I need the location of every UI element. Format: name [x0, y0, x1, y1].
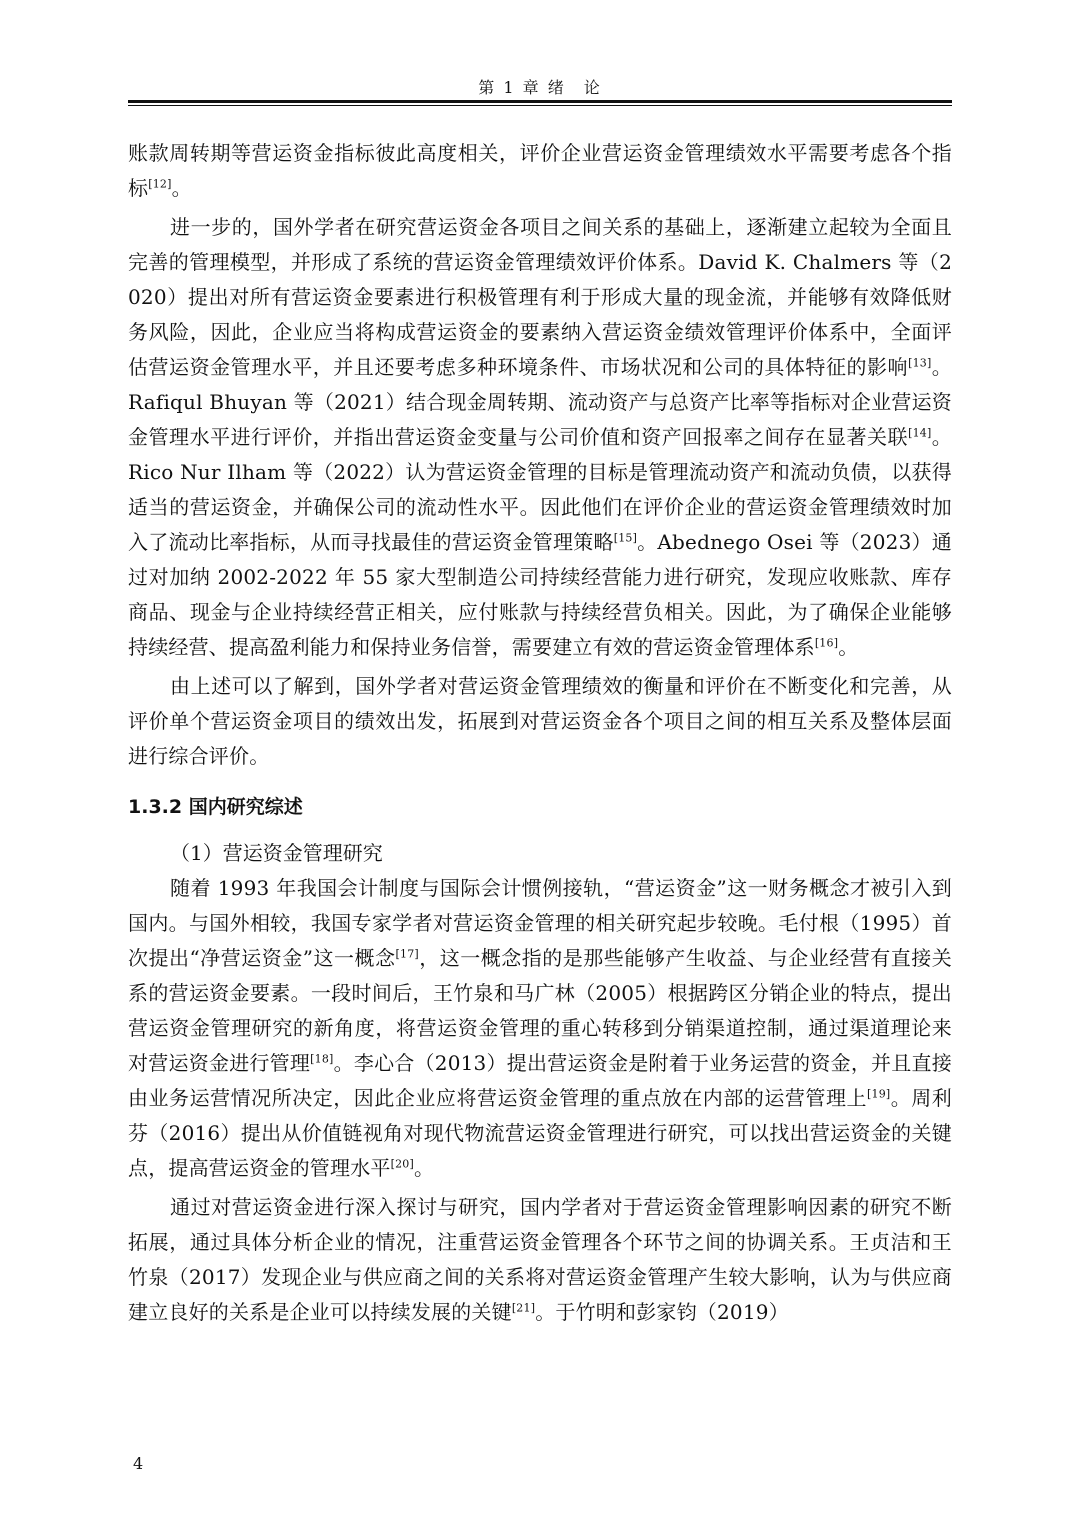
paragraph-text: 。李心合（2013）提出营运资金是附着于业务运营的资金，并且直接由业务运营情况所决定，因此企业应将营运资金管理的重点放在内部的运营管理上	[128, 1051, 952, 1110]
paragraph-text: 。	[838, 635, 859, 659]
citation-reference: [14]	[908, 426, 932, 440]
header-rule-thick	[128, 100, 952, 103]
citation-reference: [16]	[814, 636, 839, 650]
paragraph-text: 。周利芬（2016）提出从价值链视角对现代物流营运资金管理进行研究，可以找出营运资金的关键点，提高营运资金的管理水平	[128, 1086, 952, 1180]
paragraph-text: 通过对营运资金进行深入探讨与研究，国内学者对于营运资金管理影响因素的研究不断拓展，通过具体分析企业的情况，注重营运资金管理各个环节之间的协调关系。王贞洁和王竹泉（2017）发现企业与供应商之间的关系将对营运资金管理产生较大影响，认为与供应商建立良好的关系是企业可以持续发展的关键	[128, 1195, 952, 1324]
section-heading: 1.3.2 国内研究综述	[128, 796, 303, 818]
paragraph-text: 。	[414, 1156, 435, 1180]
citation-reference: [18]	[310, 1052, 334, 1066]
page-number: 4	[133, 1454, 144, 1473]
paragraph-text: 进一步的，国外学者在研究营运资金各项目之间关系的基础上，逐渐建立起较为全面且完善的管理模型，并形成了系统的营运资金管理绩效评价体系。David K. Chalmers 等（2020）提出对所有营运资金要素进行积极管理有利于形成大量的现金流，并能够有效降低财务风险，因此，企业应当将构成营运资金的要素纳入营运资金绩效管理评价体系中，全面评估营运资金管理水平，并且还要考虑多种环境条件、市场状况和公司的具体特征的影响	[128, 215, 952, 379]
paragraph-text: 。	[171, 176, 192, 200]
page-body	[128, 136, 952, 1330]
paragraph-influencing-factors	[128, 1190, 952, 1330]
header-rule-thin	[128, 105, 952, 106]
paragraph-text: 账款周转期等营运资金指标彼此高度相关，评价企业营运资金管理绩效水平需要考虑各个指标	[128, 141, 952, 200]
paragraph-foreign-models	[128, 210, 952, 665]
paragraph-foreign-summary	[128, 669, 952, 774]
citation-reference: [21]	[511, 1301, 536, 1315]
paragraph-text: 。于竹明和彭家钧（2019）	[535, 1300, 789, 1324]
citation-reference: [15]	[613, 531, 638, 545]
paragraph-continuation	[128, 136, 952, 206]
paragraph-domestic-research	[128, 871, 952, 1186]
paragraph-text: 。Rafiqul Bhuyan 等（2021）结合现金周转期、流动资产与总资产比率等指标对企业营运资金管理水平进行评价，并指出营运资金变量与公司价值和资产回报率之间存在显著关联	[128, 355, 952, 449]
citation-reference: [17]	[395, 947, 419, 961]
paragraph-text: 。Abednego Osei 等（2023）通过对加纳 2002-2022 年 55 家大型制造公司持续经营能力进行研究，发现应收账款、库存商品、现金与企业持续经营正相关，应付账款与持续经营负相关。因此，为了确保企业能够持续经营、提高盈利能力和保持业务信誉，需要建立有效的营运资金管理体系	[128, 530, 952, 659]
running-header: 第 1 章 绪 论	[478, 78, 602, 97]
citation-reference: [13]	[908, 356, 932, 370]
paragraph-text: 由上述可以了解到，国外学者对营运资金管理绩效的衡量和评价在不断变化和完善，从评价单个营运资金项目的绩效出发，拓展到对营运资金各个项目之间的相互关系及整体层面进行综合评价。	[128, 674, 952, 768]
citation-reference: [12]	[148, 177, 172, 191]
paragraph-text: 。Rico Nur Ilham 等（2022）认为营运资金管理的目标是管理流动资产和流动负债，以获得适当的营运资金，并确保公司的流动性水平。因此他们在评价企业的营运资金管理绩效时加入了流动比率指标，从而寻找最佳的营运资金管理策略	[128, 425, 952, 554]
citation-reference: [19]	[867, 1087, 891, 1101]
citation-reference: [20]	[390, 1157, 414, 1171]
paragraph-text: 随着 1993 年我国会计制度与国际会计惯例接轨，“营运资金”这一财务概念才被引入到国内。与国外相较，我国专家学者对营运资金管理的相关研究起步较晚。毛付根（1995）首次提出“净营运资金”这一概念	[128, 876, 952, 970]
paragraph-text: ，这一概念指的是那些能够产生收益、与企业经营有直接关系的营运资金要素。一段时间后，王竹泉和马广林（2005）根据跨区分销企业的特点，提出营运资金管理研究的新角度，将营运资金管理的重心转移到分销渠道控制，通过渠道理论来对营运资金进行管理	[128, 946, 953, 1075]
subsection-heading: （1）营运资金管理研究	[170, 841, 383, 865]
